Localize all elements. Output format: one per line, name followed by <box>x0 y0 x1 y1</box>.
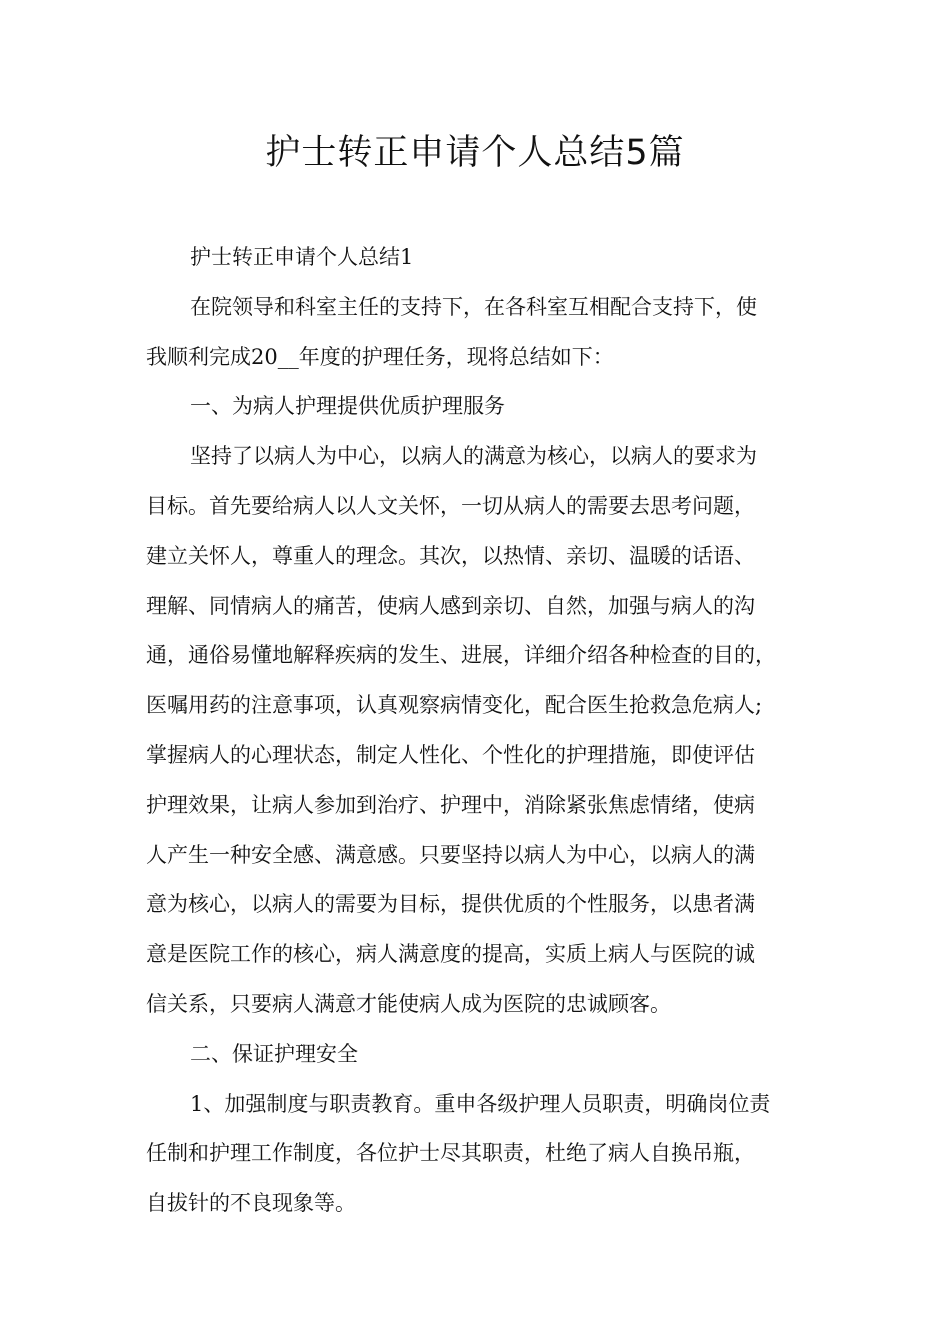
paragraph-line: 意是医院工作的核心，病人满意度的提高，实质上病人与医院的诚 <box>146 942 755 967</box>
paragraph-line: 理解、同情病人的痛苦，使病人感到亲切、自然，加强与病人的沟 <box>146 593 755 618</box>
paragraph-line: 自拔针的不良现象等。 <box>146 1191 356 1216</box>
paragraph-line: 护理效果，让病人参加到治疗、护理中，消除紧张焦虑情绪，使病 <box>146 792 755 817</box>
section-heading: 护士转正申请个人总结1 <box>190 245 414 269</box>
document-body <box>146 233 826 1229</box>
paragraph-line: 我顺利完成20__年度的护理任务，现将总结如下： <box>146 344 614 369</box>
section-heading: 一、为病人护理提供优质护理服务 <box>190 394 505 419</box>
paragraph-line: 建立关怀人，尊重人的理念。其次，以热情、亲切、温暖的话语、 <box>146 543 755 568</box>
paragraph-line: 医嘱用药的注意事项，认真观察病情变化，配合医生抢救急危病人; <box>146 693 763 718</box>
paragraph-line: 意为核心，以病人的需要为目标，提供优质的个性服务，以患者满 <box>146 892 755 917</box>
paragraph-line: 坚持了以病人为中心，以病人的满意为核心，以病人的要求为 <box>190 444 757 469</box>
paragraph-line: 信关系，只要病人满意才能使病人成为医院的忠诚顾客。 <box>146 991 671 1016</box>
paragraph-line: 目标。首先要给病人以人文关怀，一切从病人的需要去思考问题， <box>146 493 755 518</box>
section-heading: 二、保证护理安全 <box>190 1041 358 1066</box>
paragraph-line: 通，通俗易懂地解释疾病的发生、进展，详细介绍各种检查的目的， <box>146 643 776 668</box>
paragraph-line: 任制和护理工作制度，各位护士尽其职责，杜绝了病人自换吊瓶， <box>146 1141 755 1166</box>
paragraph-line: 在院领导和科室主任的支持下，在各科室互相配合支持下，使 <box>190 294 757 319</box>
document-title: 护士转正申请个人总结5篇 <box>265 133 685 173</box>
paragraph-line: 掌握病人的心理状态，制定人性化、个性化的护理措施，即使评估 <box>146 742 755 767</box>
paragraph-line: 1、加强制度与职责教育。重申各级护理人员职责，明确岗位责 <box>190 1091 771 1116</box>
paragraph-line: 人产生一种安全感、满意感。只要坚持以病人为中心，以病人的满 <box>146 842 755 867</box>
